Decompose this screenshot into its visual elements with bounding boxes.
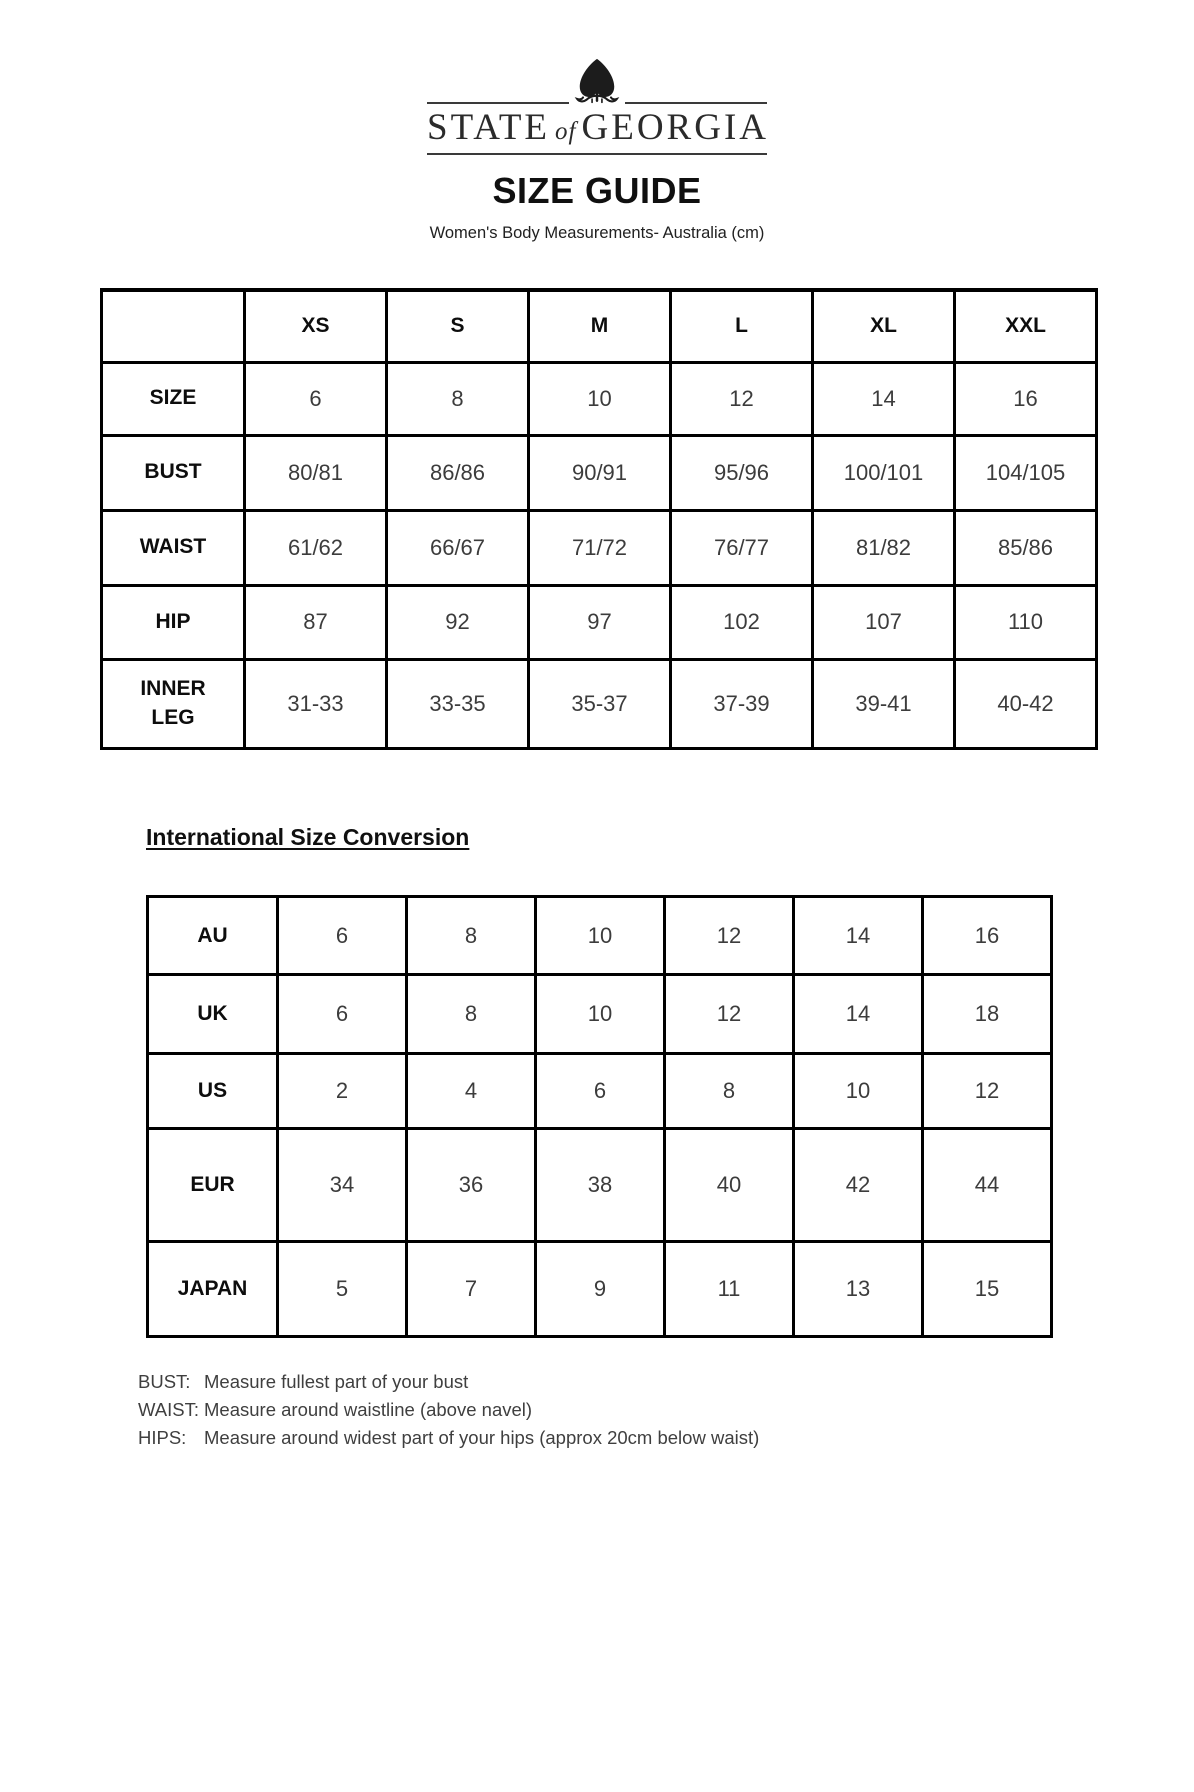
row-label: JAPAN bbox=[148, 1242, 278, 1337]
value-cell: 6 bbox=[536, 1054, 665, 1129]
value-cell: 5 bbox=[278, 1242, 407, 1337]
table-row-waist bbox=[102, 510, 1097, 585]
value-cell: 8 bbox=[407, 897, 536, 975]
row-label: EUR bbox=[148, 1129, 278, 1242]
note-row-hips bbox=[138, 1424, 759, 1452]
value-cell: 10 bbox=[529, 362, 671, 435]
value-cell: 81/82 bbox=[813, 510, 955, 585]
measurement-notes bbox=[138, 1368, 759, 1452]
header-cell-xl: XL bbox=[813, 290, 955, 362]
value-cell: 4 bbox=[407, 1054, 536, 1129]
row-label: BUST bbox=[102, 435, 245, 510]
value-cell: 9 bbox=[536, 1242, 665, 1337]
tree-icon bbox=[572, 58, 622, 104]
value-cell: 80/81 bbox=[245, 435, 387, 510]
value-cell: 12 bbox=[923, 1054, 1052, 1129]
table-row-japan bbox=[148, 1242, 1052, 1337]
value-cell: 8 bbox=[665, 1054, 794, 1129]
value-cell: 95/96 bbox=[671, 435, 813, 510]
value-cell: 61/62 bbox=[245, 510, 387, 585]
value-cell: 38 bbox=[536, 1129, 665, 1242]
row-label: SIZE bbox=[102, 362, 245, 435]
brand-logo bbox=[427, 58, 767, 155]
international-size-conversion-table bbox=[146, 895, 1053, 1338]
value-cell: 33-35 bbox=[387, 659, 529, 748]
header-cell-s: S bbox=[387, 290, 529, 362]
value-cell: 8 bbox=[387, 362, 529, 435]
value-cell: 16 bbox=[955, 362, 1097, 435]
value-cell: 6 bbox=[278, 975, 407, 1054]
value-cell: 12 bbox=[671, 362, 813, 435]
value-cell: 14 bbox=[794, 975, 923, 1054]
value-cell: 10 bbox=[536, 897, 665, 975]
body-measurements-table bbox=[100, 288, 1098, 750]
corner-cell bbox=[102, 290, 245, 362]
value-cell: 34 bbox=[278, 1129, 407, 1242]
row-label: HIP bbox=[102, 585, 245, 659]
value-cell: 107 bbox=[813, 585, 955, 659]
row-label: WAIST bbox=[102, 510, 245, 585]
value-cell: 90/91 bbox=[529, 435, 671, 510]
table-row-size bbox=[102, 362, 1097, 435]
value-cell: 16 bbox=[923, 897, 1052, 975]
table-row-au bbox=[148, 897, 1052, 975]
brand-name bbox=[427, 104, 767, 152]
value-cell: 14 bbox=[794, 897, 923, 975]
row-label: INNER LEG bbox=[102, 659, 245, 748]
logo-rule-bottom bbox=[427, 153, 767, 155]
note-label: WAIST: bbox=[138, 1399, 199, 1420]
value-cell: 86/86 bbox=[387, 435, 529, 510]
value-cell: 10 bbox=[536, 975, 665, 1054]
row-label: US bbox=[148, 1054, 278, 1129]
value-cell: 8 bbox=[407, 975, 536, 1054]
value-cell: 36 bbox=[407, 1129, 536, 1242]
note-row-bust bbox=[138, 1368, 759, 1396]
international-size-conversion-heading: International Size Conversion bbox=[146, 824, 470, 850]
page-title: SIZE GUIDE bbox=[492, 170, 702, 211]
value-cell: 71/72 bbox=[529, 510, 671, 585]
value-cell: 6 bbox=[245, 362, 387, 435]
table-row-us bbox=[148, 1054, 1052, 1129]
value-cell: 7 bbox=[407, 1242, 536, 1337]
note-text: Measure around waistline (above navel) bbox=[204, 1399, 533, 1420]
value-cell: 110 bbox=[955, 585, 1097, 659]
value-cell: 13 bbox=[794, 1242, 923, 1337]
brand-word-georgia: GEORGIA bbox=[581, 107, 769, 148]
value-cell: 37-39 bbox=[671, 659, 813, 748]
row-label: AU bbox=[148, 897, 278, 975]
value-cell: 10 bbox=[794, 1054, 923, 1129]
value-cell: 100/101 bbox=[813, 435, 955, 510]
note-label: BUST: bbox=[138, 1371, 191, 1392]
value-cell: 39-41 bbox=[813, 659, 955, 748]
value-cell: 2 bbox=[278, 1054, 407, 1129]
note-row-waist bbox=[138, 1396, 759, 1424]
value-cell: 31-33 bbox=[245, 659, 387, 748]
header-cell-xxl: XXL bbox=[955, 290, 1097, 362]
value-cell: 40-42 bbox=[955, 659, 1097, 748]
value-cell: 15 bbox=[923, 1242, 1052, 1337]
value-cell: 12 bbox=[665, 897, 794, 975]
brand-word-of: of bbox=[555, 118, 577, 145]
header-cell-xs: XS bbox=[245, 290, 387, 362]
table-row-uk bbox=[148, 975, 1052, 1054]
note-text: Measure fullest part of your bust bbox=[204, 1371, 469, 1392]
table-row-bust bbox=[102, 435, 1097, 510]
header-cell-l: L bbox=[671, 290, 813, 362]
value-cell: 6 bbox=[278, 897, 407, 975]
value-cell: 11 bbox=[665, 1242, 794, 1337]
value-cell: 44 bbox=[923, 1129, 1052, 1242]
table-row bbox=[102, 290, 1097, 362]
value-cell: 18 bbox=[923, 975, 1052, 1054]
page-subtitle: Women's Body Measurements- Australia (cm) bbox=[429, 224, 765, 242]
row-label: UK bbox=[148, 975, 278, 1054]
value-cell: 14 bbox=[813, 362, 955, 435]
value-cell: 66/67 bbox=[387, 510, 529, 585]
value-cell: 97 bbox=[529, 585, 671, 659]
value-cell: 35-37 bbox=[529, 659, 671, 748]
header-cell-m: M bbox=[529, 290, 671, 362]
table-row-eur bbox=[148, 1129, 1052, 1242]
logo-top-rules bbox=[427, 58, 767, 104]
note-text: Measure around widest part of your hips (approx 20cm below waist) bbox=[204, 1427, 760, 1448]
value-cell: 85/86 bbox=[955, 510, 1097, 585]
value-cell: 92 bbox=[387, 585, 529, 659]
value-cell: 87 bbox=[245, 585, 387, 659]
value-cell: 42 bbox=[794, 1129, 923, 1242]
note-label: HIPS: bbox=[138, 1427, 187, 1448]
brand-word-state: STATE bbox=[427, 107, 551, 148]
value-cell: 40 bbox=[665, 1129, 794, 1242]
table-row-inner-leg bbox=[102, 659, 1097, 748]
value-cell: 76/77 bbox=[671, 510, 813, 585]
value-cell: 12 bbox=[665, 975, 794, 1054]
table-row-hip bbox=[102, 585, 1097, 659]
value-cell: 102 bbox=[671, 585, 813, 659]
value-cell: 104/105 bbox=[955, 435, 1097, 510]
